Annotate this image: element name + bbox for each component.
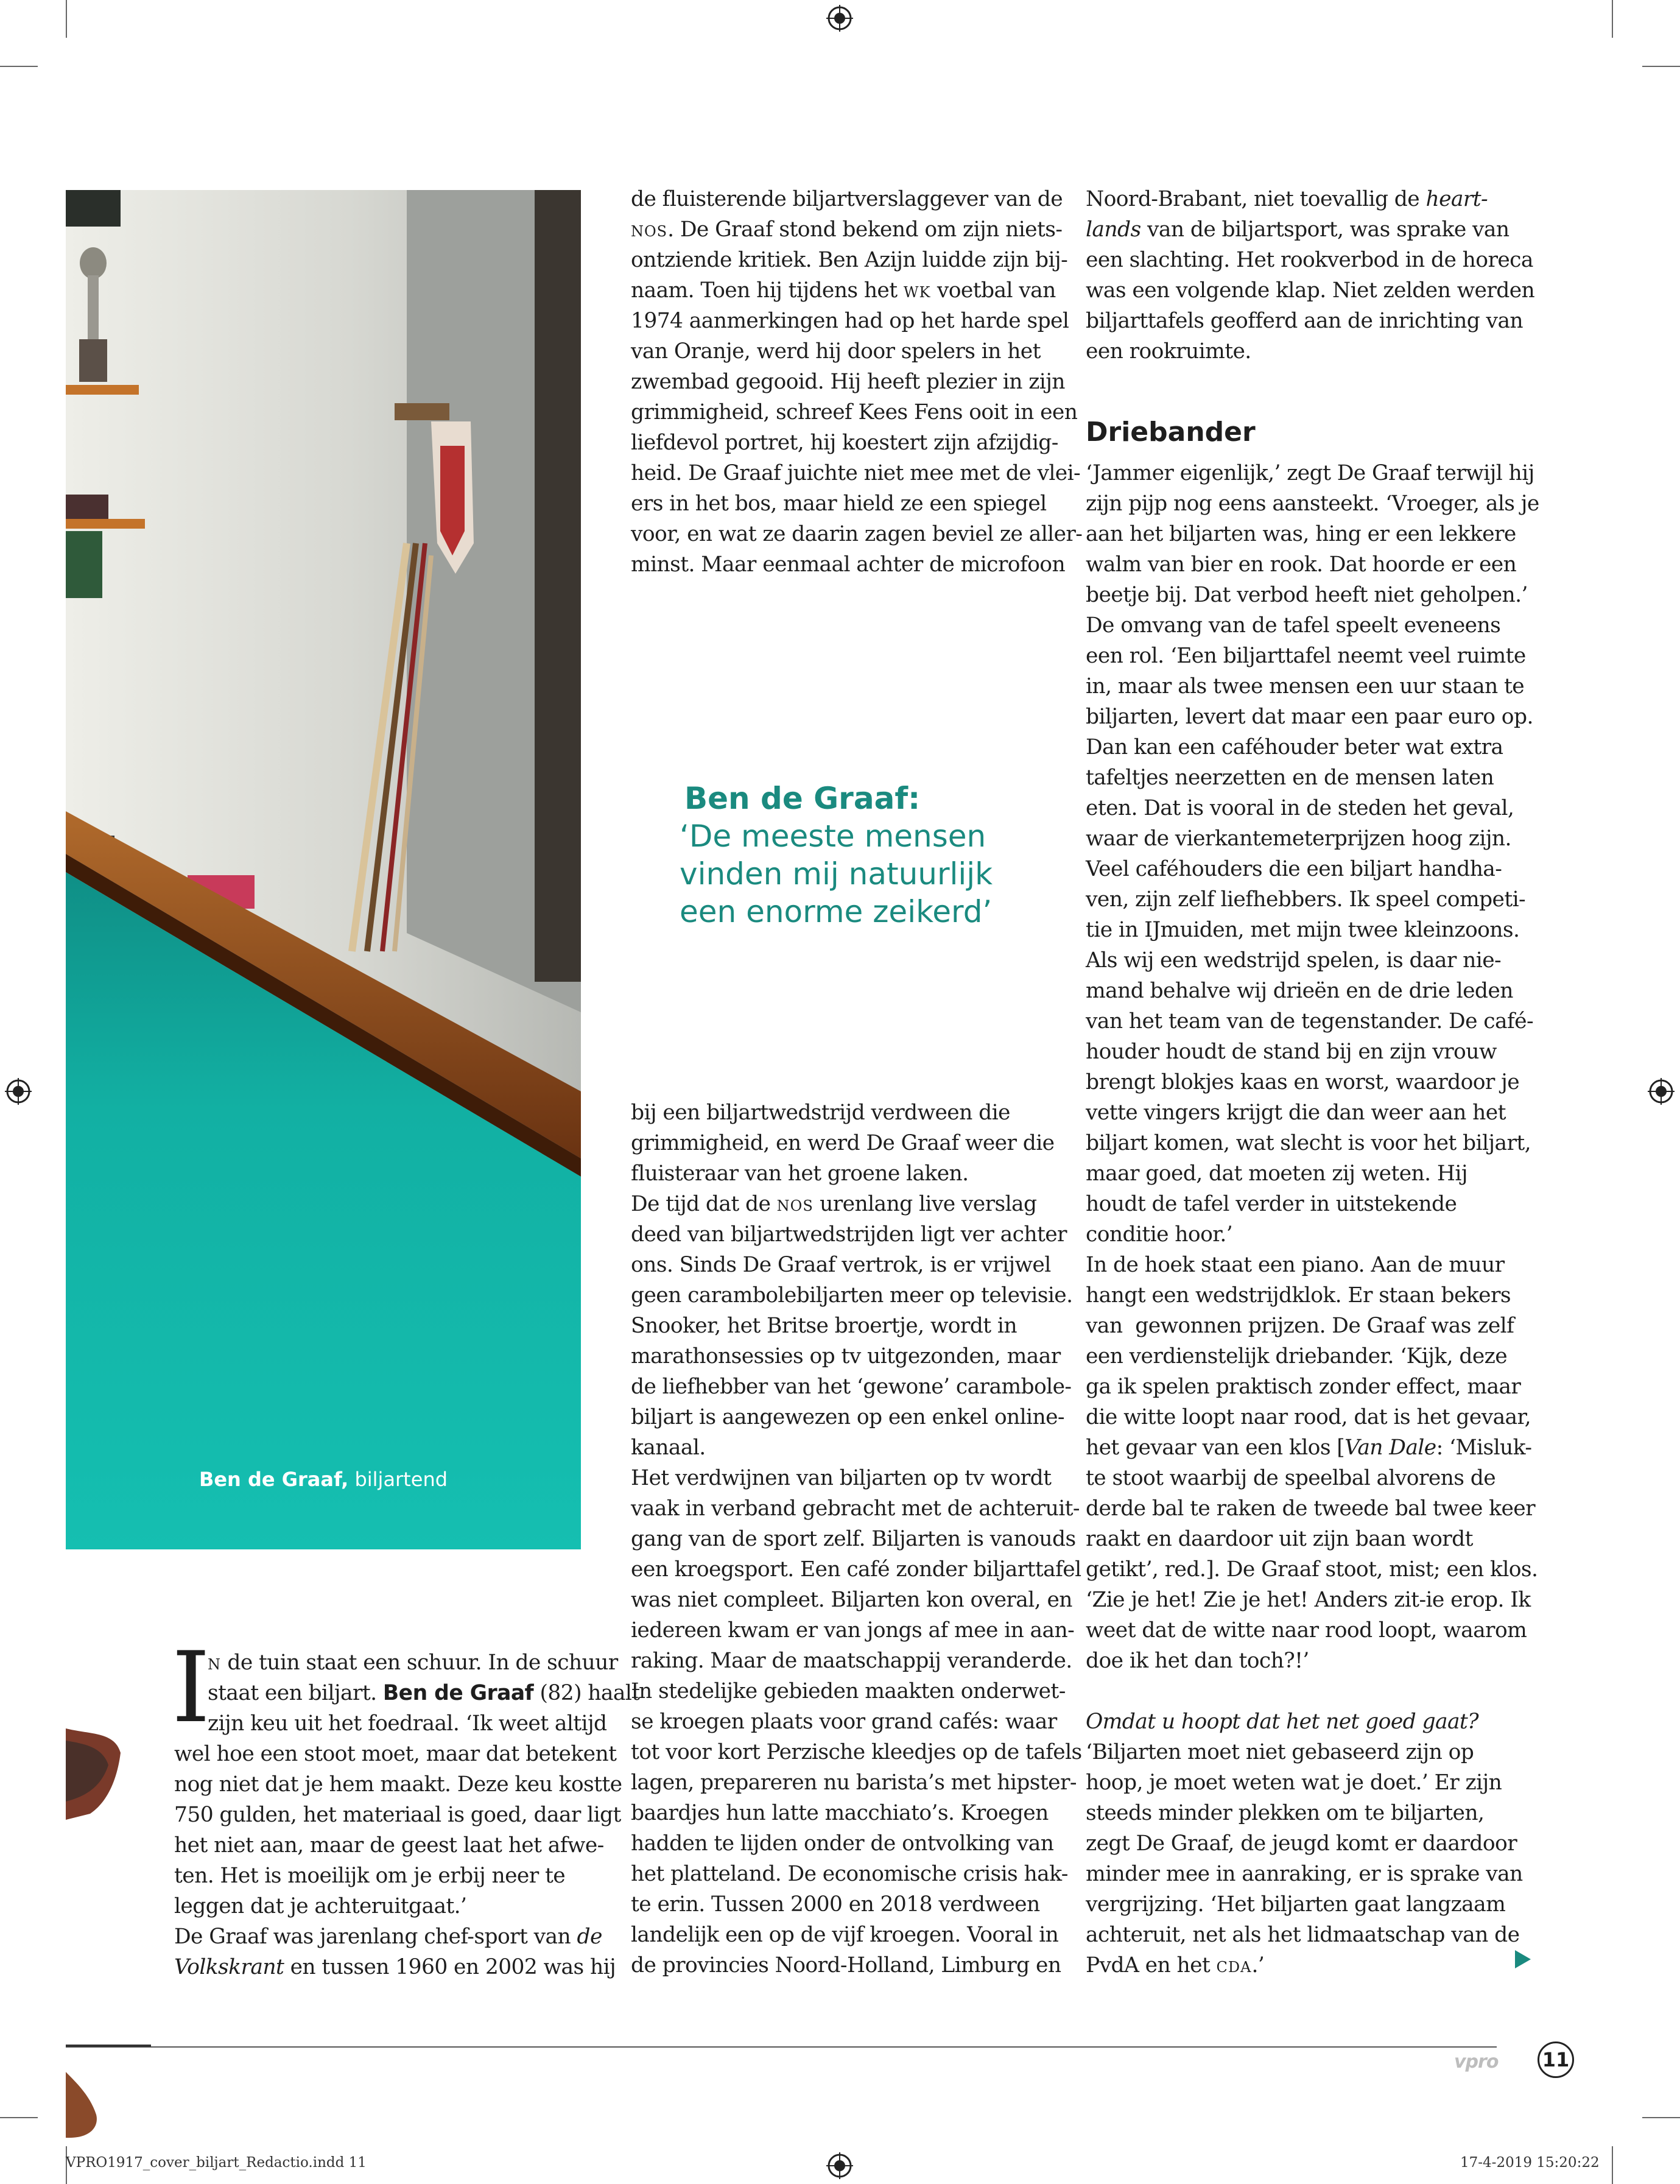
text-run: te erin. Tussen 2000 en 2018 verdween xyxy=(631,1892,1040,1917)
text-line xyxy=(1086,610,1539,641)
text-run: geen carambolebiljarten meer op televisie. xyxy=(631,1283,1073,1308)
text-line xyxy=(631,488,1082,519)
text-run: ten. Het is moeilijk om je erbij neer te xyxy=(174,1864,566,1888)
text-line xyxy=(1086,1767,1539,1798)
text-line xyxy=(1086,1402,1539,1432)
text-line xyxy=(1086,1006,1539,1037)
text-run: de xyxy=(577,1925,602,1949)
text-run: voetbal van xyxy=(930,278,1056,303)
text-run: steeds minder plekken om te biljarten, xyxy=(1086,1801,1485,1825)
footer-rule-accent xyxy=(66,2045,151,2047)
text-run: heart- xyxy=(1425,187,1488,211)
text-line xyxy=(1086,1372,1539,1402)
text-run: tafeltjes neerzetten en de mensen laten xyxy=(1086,766,1494,790)
text-line xyxy=(1086,671,1539,702)
text-line xyxy=(631,1737,1082,1767)
crop-mark xyxy=(66,0,67,38)
text-run: 750 gulden, het materiaal is goed, daar ligt xyxy=(174,1803,621,1827)
article-column-1 xyxy=(174,1647,640,1982)
text-run: achteruit, net als het lidmaatschap van de xyxy=(1086,1923,1520,1947)
crop-mark xyxy=(1612,2146,1613,2184)
text-line xyxy=(1086,1463,1539,1493)
crop-mark xyxy=(0,66,38,67)
text-line xyxy=(1086,1950,1539,1981)
text-line xyxy=(1086,275,1534,306)
text-line xyxy=(1086,1585,1539,1615)
text-run: houder houdt de stand bij en zijn vrouw xyxy=(1086,1040,1497,1064)
text-line xyxy=(631,1920,1082,1950)
drop-cap: I xyxy=(172,1630,211,1744)
text-line xyxy=(174,1769,640,1800)
text-run: se kroegen plaats voor grand cafés: waar xyxy=(631,1710,1057,1734)
text-line xyxy=(631,1250,1082,1280)
text-run: zijn keu uit het foedraal. ‘Ik weet altijd xyxy=(208,1711,607,1736)
text-line xyxy=(1086,184,1534,214)
article-column-3-top xyxy=(1086,184,1534,367)
text-line xyxy=(631,1859,1082,1889)
text-run: weet dat de witte naar rood loopt, waarom xyxy=(1086,1618,1527,1643)
text-run: was een volgende klap. Niet zelden werden xyxy=(1086,278,1535,303)
text-line xyxy=(1086,1250,1539,1280)
text-line xyxy=(631,367,1082,397)
text-run: .’ xyxy=(1251,1953,1265,1978)
text-run: mand behalve wij drieën en de drie leden xyxy=(1086,979,1513,1003)
pull-quote-line: ‘De meeste mensen xyxy=(680,819,986,854)
text-run: van de biljartsport, was sprake van xyxy=(1141,217,1510,242)
text-line xyxy=(631,275,1082,306)
text-run: Snooker, het Britse broertje, wordt in xyxy=(631,1314,1017,1338)
text-run: In stedelijke gebieden maakten onderwet- xyxy=(631,1679,1066,1703)
text-line xyxy=(1086,854,1539,884)
text-run: de liefhebber van het ‘gewone’ carambole- xyxy=(631,1375,1072,1399)
text-line xyxy=(1086,1189,1539,1219)
text-run: van Oranje, werd hij door spelers in het xyxy=(631,339,1041,364)
text-line xyxy=(631,1463,1082,1493)
text-line xyxy=(631,1798,1082,1828)
text-run: het gevaar van een klos [ xyxy=(1086,1435,1345,1460)
text-run: die witte loopt naar rood, dat is het gevaar, xyxy=(1086,1405,1531,1429)
text-line xyxy=(1086,1615,1539,1646)
text-run: biljart is aangewezen op een enkel online- xyxy=(631,1405,1064,1429)
text-run: bij een biljartwedstrijd verdween die xyxy=(631,1101,1010,1125)
text-run: zegt De Graaf, de jeugd komt er daardoor xyxy=(1086,1831,1517,1856)
text-line xyxy=(1086,763,1539,793)
text-run: De Graaf was jarenlang chef-sport van xyxy=(174,1925,577,1949)
text-run: de fluisterende biljartverslaggever van de xyxy=(631,187,1063,211)
text-line xyxy=(631,1889,1082,1920)
text-line xyxy=(208,1647,640,1678)
text-run: hangt een wedstrijdklok. Er staan bekers xyxy=(1086,1283,1511,1308)
text-run: brengt blokjes kaas en worst, waardoor je xyxy=(1086,1070,1520,1094)
text-line xyxy=(631,519,1082,549)
text-line xyxy=(631,1554,1082,1585)
text-line xyxy=(631,1676,1082,1707)
text-run: walm van bier en rook. Dat hoorde er een xyxy=(1086,552,1517,577)
text-line xyxy=(1086,245,1534,275)
text-line xyxy=(174,1830,640,1861)
text-run: (82) haalt xyxy=(533,1681,640,1705)
text-run: Het verdwijnen van biljarten op tv wordt xyxy=(631,1466,1052,1490)
text-run: maar goed, dat moeten zij weten. Hij xyxy=(1086,1161,1467,1186)
text-run: raking. Maar de maatschappij veranderde. xyxy=(631,1649,1072,1673)
text-line xyxy=(631,1950,1082,1981)
text-run: ‘Jammer eigenlijk,’ zegt De Graaf terwijl hij xyxy=(1086,461,1534,485)
text-run: een rol. ‘Een biljarttafel neemt veel ruimte xyxy=(1086,644,1526,668)
text-run: deed van biljartwedstrijden ligt ver achter xyxy=(631,1222,1067,1247)
text-run: voor, en wat ze daarin zagen beviel ze aller- xyxy=(631,522,1083,546)
text-run: Als wij een wedstrijd spelen, is daar nie- xyxy=(1086,948,1502,973)
text-run: vette vingers krijgt die dan weer aan het xyxy=(1086,1101,1506,1125)
text-line xyxy=(174,1861,640,1891)
text-run: ers in het bos, maar hield ze een spiegel xyxy=(631,491,1047,516)
text-run: was niet compleet. Biljarten kon overal, en xyxy=(631,1588,1072,1612)
page-number: 11 xyxy=(1538,2041,1574,2078)
text-run: landelijk een op de vijf kroegen. Vooral in xyxy=(631,1923,1059,1947)
text-run: kanaal. xyxy=(631,1435,706,1460)
caption-text: biljartend xyxy=(348,1468,448,1491)
text-run: naam. Toen hij tijdens het xyxy=(631,278,904,303)
article-column-2-top xyxy=(631,184,1082,580)
vpro-logo: vpro xyxy=(1454,2051,1499,2073)
text-line xyxy=(1086,214,1534,245)
text-run: Ben de Graaf xyxy=(382,1681,534,1705)
text-run: heid. De Graaf juichte niet mee met de vlei- xyxy=(631,461,1081,485)
text-line xyxy=(631,1097,1082,1128)
text-line xyxy=(631,1219,1082,1250)
text-run: ‘Biljarten moet niet gebaseerd zijn op xyxy=(1086,1740,1474,1764)
text-line xyxy=(631,1402,1082,1432)
text-line xyxy=(1086,1859,1539,1889)
text-run: De tijd dat de xyxy=(631,1192,777,1216)
text-line xyxy=(1086,1097,1539,1128)
text-run: ga ik spelen praktisch zonder effect, maar xyxy=(1086,1375,1521,1399)
text-line xyxy=(1086,1707,1539,1737)
text-run: zwembad gegooid. Hij heeft plezier in zijn xyxy=(631,370,1065,394)
text-run: ons. Sinds De Graaf vertrok, is er vrijwel xyxy=(631,1253,1051,1277)
text-line xyxy=(1086,1432,1539,1463)
text-run xyxy=(1086,1679,1092,1703)
text-run: baardjes hun latte macchiato’s. Kroegen xyxy=(631,1801,1049,1825)
crop-mark xyxy=(1642,66,1680,67)
text-line xyxy=(631,1646,1082,1676)
text-run: een kroegsport. Een café zonder biljarttafel xyxy=(631,1557,1081,1582)
text-line xyxy=(1086,1676,1539,1707)
text-run: de tuin staat een schuur. In de schuur xyxy=(221,1650,618,1675)
text-run: fluisteraar van het groene laken. xyxy=(631,1161,969,1186)
text-run: cda xyxy=(1216,1953,1252,1978)
caption-name: Ben de Graaf, xyxy=(199,1468,349,1491)
torn-paper-fragment xyxy=(66,2072,102,2139)
text-run: conditie hoor.’ xyxy=(1086,1222,1233,1247)
text-run: Noord-Brabant, niet toevallig de xyxy=(1086,187,1426,211)
text-run: in, maar als twee mensen een uur staan te xyxy=(1086,674,1525,699)
text-line xyxy=(631,184,1082,214)
text-line xyxy=(208,1678,640,1708)
text-line xyxy=(631,1341,1082,1372)
text-run: en tussen 1960 en 2002 was hij xyxy=(284,1955,616,1979)
billiard-room-photo xyxy=(66,190,581,1549)
continue-arrow-icon xyxy=(1515,1950,1531,1968)
text-run: waar de vierkantemeterprijzen hoog zijn. xyxy=(1086,826,1511,851)
registration-mark-icon xyxy=(826,2152,853,2179)
crop-mark xyxy=(0,2117,38,2118)
text-line xyxy=(631,306,1082,336)
text-run: In de hoek staat een piano. Aan de muur xyxy=(1086,1253,1505,1277)
text-run: Veel caféhouders die een biljart handha- xyxy=(1086,857,1502,881)
text-run: marathonsessies op tv uitgezonden, maar xyxy=(631,1344,1061,1369)
text-line xyxy=(1086,549,1539,580)
text-line xyxy=(1086,336,1534,367)
text-line xyxy=(631,1189,1082,1219)
text-run: ven, zijn zelf liefhebbers. Ik speel competi- xyxy=(1086,887,1526,912)
text-run: ‘Zie je het! Zie je het! Anders zit-ie erop. Ik xyxy=(1086,1588,1531,1612)
text-line xyxy=(1086,1524,1539,1554)
text-line xyxy=(1086,1341,1539,1372)
text-run: Van Dale xyxy=(1344,1435,1436,1460)
text-run: nog niet dat je hem maakt. Deze keu kostte xyxy=(174,1772,622,1797)
text-line xyxy=(631,245,1082,275)
text-run: staat een biljart. xyxy=(208,1681,383,1705)
text-run: hadden te lijden onder de ontvolking van xyxy=(631,1831,1054,1856)
pull-quote-line: vinden mij natuurlijk xyxy=(680,856,993,892)
text-line xyxy=(174,1952,640,1982)
text-run: : ‘Misluk- xyxy=(1436,1435,1532,1460)
text-run: grimmigheid, schreef Kees Fens ooit in een xyxy=(631,400,1078,424)
text-line xyxy=(1086,1219,1539,1250)
section-heading: Driebander xyxy=(1086,417,1256,448)
text-line xyxy=(1086,1280,1539,1311)
text-line xyxy=(631,428,1082,458)
text-line xyxy=(1086,1889,1539,1920)
text-run: raakt en daardoor uit zijn baan wordt xyxy=(1086,1527,1473,1551)
text-line xyxy=(1086,1646,1539,1676)
text-run: het niet aan, maar de geest laat het afwe- xyxy=(174,1833,604,1858)
registration-mark-icon xyxy=(826,5,853,32)
text-line xyxy=(1086,1493,1539,1524)
text-line xyxy=(631,336,1082,367)
text-run: getikt’, red.]. De Graaf stoot, mist; een klos. xyxy=(1086,1557,1538,1582)
text-line xyxy=(1086,1158,1539,1189)
article-photo xyxy=(66,190,581,1549)
text-run: ontziende kritiek. Ben Azijn luidde zijn bij- xyxy=(631,248,1068,272)
text-run: nos xyxy=(776,1192,814,1216)
text-line xyxy=(631,1493,1082,1524)
text-run: urenlang live verslag xyxy=(813,1192,1037,1216)
text-run: lagen, prepareren nu barista’s met hipster- xyxy=(631,1770,1077,1795)
text-run: lands xyxy=(1086,217,1141,242)
text-run: aan het biljarten was, hing er een lekkere xyxy=(1086,522,1516,546)
text-line xyxy=(1086,1737,1539,1767)
text-line xyxy=(631,1311,1082,1341)
text-run: vaak in verband gebracht met de achteruit- xyxy=(631,1496,1080,1521)
text-run: Omdat u hoopt dat het net goed gaat? xyxy=(1086,1710,1479,1734)
text-run: grimmigheid, en werd De Graaf weer die xyxy=(631,1131,1055,1155)
text-run: beetje bij. Dat verbod heeft niet geholpen.’ xyxy=(1086,583,1528,607)
text-line xyxy=(1086,488,1539,519)
text-run: tot voor kort Perzische kleedjes op de tafels xyxy=(631,1740,1082,1764)
text-line xyxy=(1086,732,1539,763)
text-run: biljarttafels geofferd aan de inrichting van xyxy=(1086,309,1524,333)
text-run: houdt de tafel verder in uitstekende xyxy=(1086,1192,1457,1216)
text-run: een rookruimte. xyxy=(1086,339,1251,364)
article-column-3-body xyxy=(1086,458,1539,1981)
text-run: n xyxy=(208,1650,221,1675)
text-run: . De Graaf stond bekend om zijn niets- xyxy=(667,217,1063,242)
text-run: Dan kan een caféhouder beter wat extra xyxy=(1086,735,1503,759)
text-run: minder mee in aanraking, er is sprake van xyxy=(1086,1862,1523,1886)
text-line xyxy=(1086,1920,1539,1950)
text-run: een slachting. Het rookverbod in de horeca xyxy=(1086,248,1533,272)
text-line xyxy=(631,1280,1082,1311)
text-run: liefdevol portret, hij koestert zijn afzijdig- xyxy=(631,431,1058,455)
footer-rule xyxy=(66,2046,1497,2048)
text-line xyxy=(174,1922,640,1952)
text-line xyxy=(1086,458,1539,488)
print-timestamp: 17-4-2019 15:20:22 xyxy=(1460,2155,1600,2171)
text-run: tie in IJmuiden, met mijn twee kleinzoons. xyxy=(1086,918,1520,942)
text-line xyxy=(631,549,1082,580)
text-run: minst. Maar eenmaal achter de microfoon xyxy=(631,552,1066,577)
text-line xyxy=(631,1828,1082,1859)
torn-paper-fragment xyxy=(66,1728,121,1820)
text-line xyxy=(631,1372,1082,1402)
text-line xyxy=(1086,1554,1539,1585)
text-run: hoop, je moet weten wat je doet.’ Er zijn xyxy=(1086,1770,1502,1795)
text-line xyxy=(631,1707,1082,1737)
text-run: van gewonnen prijzen. De Graaf was zelf xyxy=(1086,1314,1514,1338)
text-line xyxy=(631,1767,1082,1798)
text-run: nos xyxy=(631,217,668,242)
text-line xyxy=(1086,1037,1539,1067)
text-run: gang van de sport zelf. Biljarten is vanouds xyxy=(631,1527,1076,1551)
text-run: te stoot waarbij de speelbal alvorens de xyxy=(1086,1466,1496,1490)
text-run: de provincies Noord-Holland, Limburg en xyxy=(631,1953,1061,1978)
text-line xyxy=(1086,793,1539,823)
registration-mark-icon xyxy=(1648,1078,1675,1105)
text-run: het platteland. De economische crisis hak- xyxy=(631,1862,1068,1886)
text-line xyxy=(1086,1311,1539,1341)
text-line xyxy=(631,1585,1082,1615)
text-line xyxy=(631,458,1082,488)
text-line xyxy=(1086,1067,1539,1097)
text-line xyxy=(1086,1128,1539,1158)
text-line xyxy=(1086,945,1539,976)
text-run: vergrijzing. ‘Het biljarten gaat langzaam xyxy=(1086,1892,1506,1917)
text-run: zijn pijp nog eens aansteekt. ‘Vroeger, als je xyxy=(1086,491,1539,516)
text-line xyxy=(1086,580,1539,610)
text-line xyxy=(174,1891,640,1922)
text-run: wk xyxy=(903,278,931,303)
text-run: PvdA en het xyxy=(1086,1953,1217,1978)
text-line xyxy=(631,1524,1082,1554)
text-run: De omvang van de tafel speelt eveneens xyxy=(1086,613,1501,638)
text-line xyxy=(1086,915,1539,945)
crop-mark xyxy=(1612,0,1613,38)
text-line xyxy=(1086,823,1539,854)
pull-quote xyxy=(680,780,993,931)
text-run: doe ik het dan toch?!’ xyxy=(1086,1649,1309,1673)
text-line xyxy=(1086,976,1539,1006)
text-run: een verdienstelijk driebander. ‘Kijk, deze xyxy=(1086,1344,1508,1369)
text-line xyxy=(631,1128,1082,1158)
text-run: Volkskrant xyxy=(174,1955,284,1979)
text-line xyxy=(1086,519,1539,549)
text-run: biljart komen, wat slecht is voor het biljart, xyxy=(1086,1131,1531,1155)
text-line xyxy=(631,214,1082,245)
pull-quote-name: Ben de Graaf: xyxy=(684,781,921,816)
text-run: van het team van de tegenstander. De café- xyxy=(1086,1009,1534,1034)
text-line xyxy=(1086,702,1539,732)
text-line xyxy=(208,1708,640,1739)
text-run: eten. Dat is vooral in de steden het geval, xyxy=(1086,796,1514,820)
text-line xyxy=(631,397,1082,428)
text-run: biljarten, levert dat maar een paar euro op. xyxy=(1086,705,1533,729)
pull-quote-line: een enorme zeikerd’ xyxy=(680,894,993,929)
text-line xyxy=(1086,884,1539,915)
text-line xyxy=(1086,1798,1539,1828)
text-run: derde bal te raken de tweede bal twee keer xyxy=(1086,1496,1535,1521)
text-line xyxy=(1086,306,1534,336)
text-line xyxy=(631,1432,1082,1463)
crop-mark xyxy=(1642,2117,1680,2118)
text-line xyxy=(174,1800,640,1830)
text-run: iedereen kwam er van jongs af mee in aan- xyxy=(631,1618,1075,1643)
text-line xyxy=(1086,641,1539,671)
text-line xyxy=(631,1158,1082,1189)
photo-caption xyxy=(66,1468,581,1491)
text-run: leggen dat je achteruitgaat.’ xyxy=(174,1894,467,1918)
text-line xyxy=(1086,1828,1539,1859)
text-line xyxy=(174,1739,640,1769)
text-line xyxy=(631,1615,1082,1646)
text-run: 1974 aanmerkingen had op het harde spel xyxy=(631,309,1069,333)
text-run: wel hoe een stoot moet, maar dat betekent xyxy=(174,1742,617,1766)
file-slug: VPRO1917_cover_biljart_Redactio.indd 11 xyxy=(66,2155,367,2171)
article-column-2-bottom xyxy=(631,1097,1082,1981)
registration-mark-icon xyxy=(5,1078,32,1105)
